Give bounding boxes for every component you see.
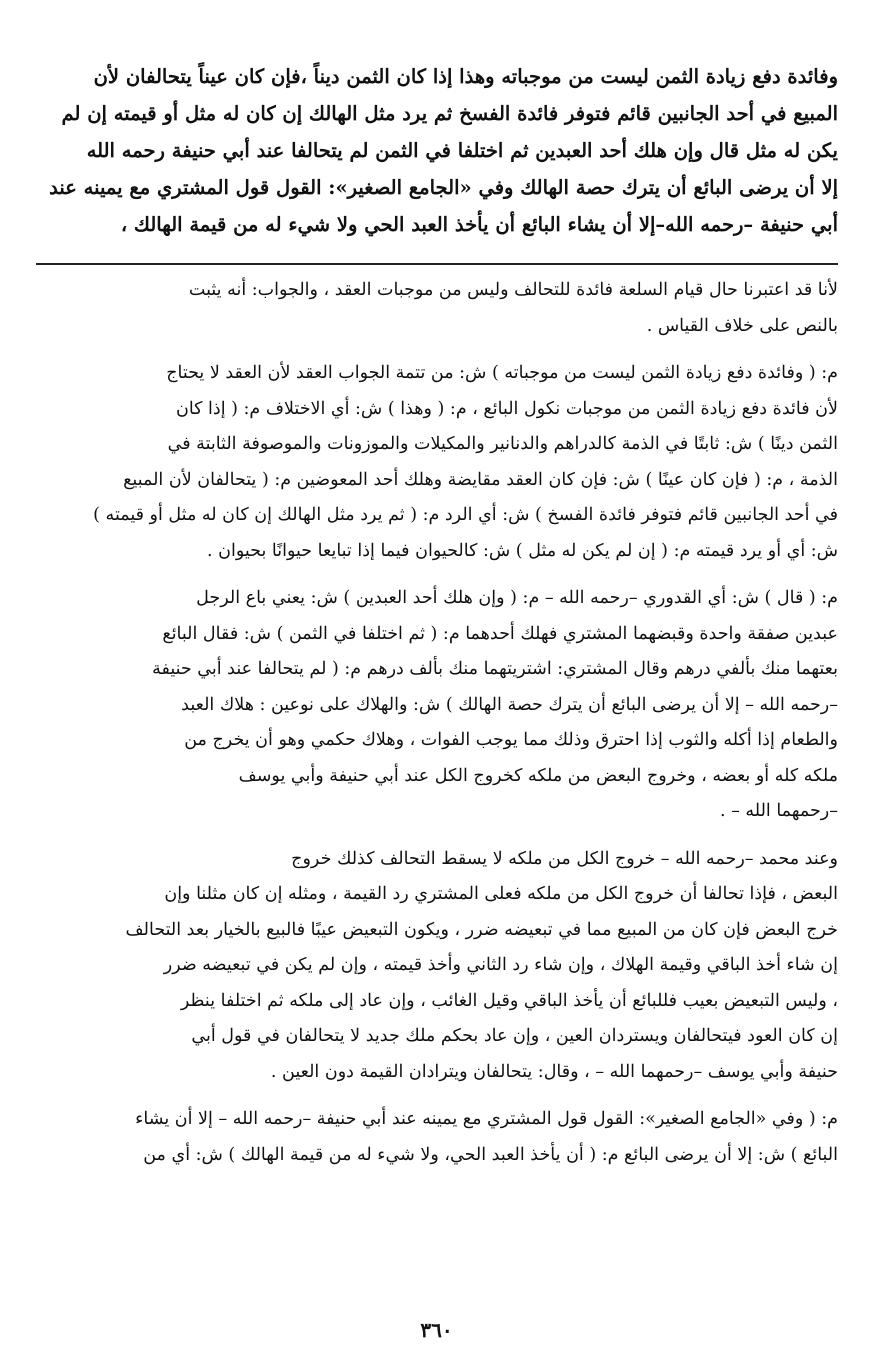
commentary-line: بعتهما منك بألفي درهم وقال المشتري: اشتريتهما منك بألف درهم م: ( لم يتحالفا عند أبي حنيفة — [152, 659, 838, 679]
commentary-line: –رحمه الله – إلا أن يرضى البائع أن يترك حصة الهالك ) ش: والهلاك على نوعين : هلاك العبد — [181, 694, 838, 715]
main-text-line: وفائدة دفع زيادة الثمن ليست من موجباته وهذا إذا كان الثمن ديناً ،فإن كان عيناً يتحالفان لأن — [93, 65, 838, 88]
commentary-line: لأن فائدة دفع زيادة الثمن من موجبات نكول البائع ، م: ( وهذا ) ش: أي الاختلاف م: ( إذا كان — [175, 398, 838, 419]
commentary-paragraph — [36, 1102, 838, 1173]
page-number: ٣٦٠ — [420, 1318, 453, 1342]
separator-rule — [36, 263, 838, 265]
commentary-paragraph — [36, 356, 838, 569]
commentary-line: خرج البعض فإن كان من المبيع مما في تبعيضه ضرر ، ويكون التبعيض عيبًا فالبيع بالخيار بعد التحالف — [125, 919, 838, 940]
commentary-line: م: ( وفائدة دفع زيادة الثمن ليست من موجباته ) ش: من تتمة الجواب العقد لأن العقد لا يحتاج — [166, 363, 838, 383]
commentary-line: م: ( وفي «الجامع الصغير»: القول قول المشتري مع يمينه عند أبي حنيفة –رحمه الله – إلا أن يشاء — [135, 1109, 838, 1129]
commentary — [36, 273, 838, 1173]
commentary-line: إن شاء أخذ الباقي وقيمة الهلاك ، وإن شاء رد الثاني وأخذ قيمته ، وإن لم يكن في تبعيضه ضرر — [163, 955, 838, 975]
commentary-line: بالنص على خلاف القياس . — [646, 315, 838, 336]
commentary-line: ، وليس التبعيض بعيب فللبائع أن يأخذ الباقي وقيل الغائب ، وإن عاد إلى ملكه ثم اختلفا ينظر — [180, 990, 838, 1011]
main-text-line: المبيع في أحد الجانبين قائم فتوفر فائدة الفسخ ثم يرد مثل الهالك إن كان له مثل أو قيمته إن لم — [61, 102, 838, 125]
commentary-line: إن كان العود فيتحالفان ويستردان العين ، وإن عاد بحكم ملك جديد لا يتحالفان في قول أبي — [191, 1026, 838, 1046]
commentary-line: ملكه كله أو بعضه ، وخروج البعض من ملكه كخروج الكل عند أبي حنيفة وأبي يوسف — [238, 765, 838, 786]
commentary-line: ش: أي أو يرد قيمته م: ( إن لم يكن له مثل ) ش: كالحيوان فيما إذا تبايعا حيوانًا بحيوان . — [207, 540, 838, 561]
main-text — [36, 58, 838, 243]
book-page — [36, 58, 838, 1185]
main-text-line: يكن له مثل قال وإن هلك أحد العبدين ثم اختلفا في الثمن لم يتحالفا عند أبي حنيفة رحمه الله — [86, 139, 838, 162]
commentary-paragraph — [36, 581, 838, 830]
commentary-line: البعض ، فإذا تحالفا أن خروج الكل من ملكه فعلى المشتري رد القيمة ، ومثله إن كان مثلنا وإن — [164, 884, 838, 904]
commentary-line: حنيفة وأبي يوسف –رحمهما الله – ، وقال: يتحالفان ويترادان القيمة دون العين . — [270, 1061, 838, 1082]
main-text-line: أبي حنيفة –رحمه الله–إلا أن يشاء البائع أن يأخذ العبد الحي ولا شيء له من قيمة الهالك ، — [120, 213, 838, 236]
commentary-line: والطعام إذا أكله والثوب إذا احترق وذلك مما يوجب الفوات ، وهلاك حكمي وهو أن يخرج من — [184, 730, 838, 750]
commentary-line: م: ( قال ) ش: أي القدوري –رحمه الله – م: ( وإن هلك أحد العبدين ) ش: يعني باع الرجل — [196, 588, 838, 608]
commentary-line: الثمن دينًا ) ش: ثابتًا في الذمة كالدراهم والدنانير والمكيلات والموزونات والموصوفة الثابتة في — [167, 434, 838, 454]
commentary-line: –رحمهما الله – . — [719, 801, 838, 821]
commentary-line: وعند محمد –رحمه الله – خروج الكل من ملكه لا يسقط التحالف كذلك خروج — [291, 848, 838, 869]
commentary-line: عبدين صفقة واحدة وقبضهما المشتري فهلك أحدهما م: ( ثم اختلفا في الثمن ) ش: فقال البائع — [162, 623, 838, 644]
commentary-line: البائع ) ش: إلا أن يرضى البائع م: ( أن يأخذ العبد الحي، ولا شيء له من قيمة الهالك ) ش: أي من — [143, 1144, 838, 1165]
main-text-line: إلا أن يرضى البائع أن يترك حصة الهالك وفي «الجامع الصغير»: القول قول المشتري مع يمينه عند — [49, 176, 838, 199]
commentary-line: في أحد الجانبين قائم فتوفر فائدة الفسخ ) ش: أي الرد م: ( ثم يرد مثل الهالك إن كان له مثل أو قيمته ) — [93, 505, 838, 525]
commentary-paragraph — [36, 842, 838, 1091]
commentary-line: الذمة ، م: ( فإن كان عينًا ) ش: فإن كان العقد مقايضة وهلك أحد المعوضين م: ( يتحالفان لأن المبيع — [123, 469, 838, 490]
commentary-line: لأنا قد اعتبرنا حال قيام السلعة فائدة للتحالف وليس من موجبات العقد ، والجواب: أنه يثبت — [188, 280, 838, 300]
commentary-paragraph — [36, 273, 838, 344]
